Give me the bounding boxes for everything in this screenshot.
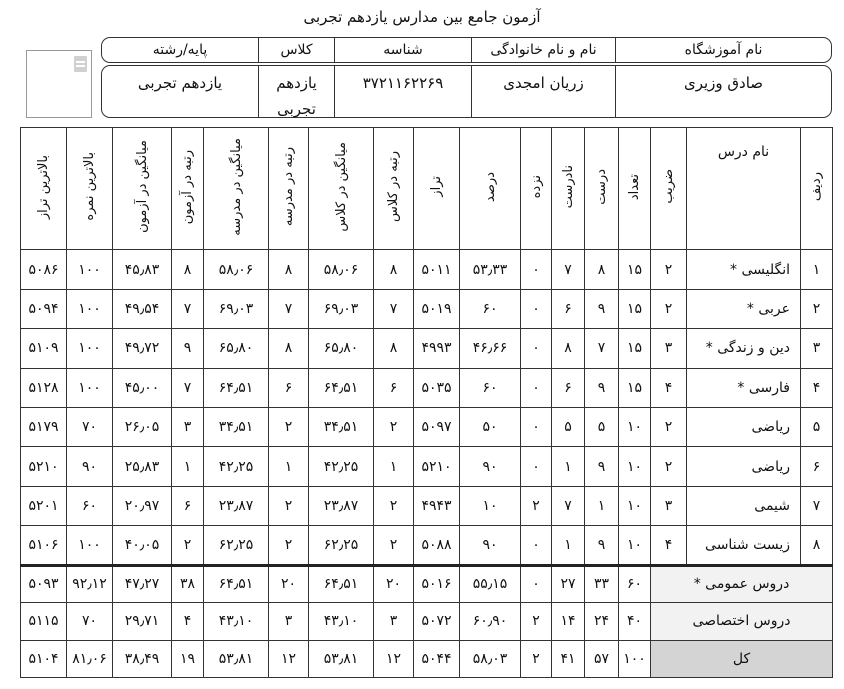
correct-count-cell: ۹ [585, 447, 619, 486]
percent-cell: ۹۰ [460, 526, 521, 565]
header-question-count [619, 128, 651, 250]
score-cell: ۵۰۷۲ [414, 603, 460, 640]
table-row [21, 408, 833, 447]
id-label: شناسه [383, 42, 423, 58]
header-label: رتبه در کلاس [386, 151, 401, 223]
exam-average-cell: ۲۶٫۰۵ [113, 408, 172, 447]
top-score-cell: ۵۱۰۶ [21, 526, 67, 565]
top-grade-cell: ۱۰۰ [67, 368, 113, 407]
row-number-cell: ۸ [801, 526, 833, 565]
school-rank-cell: ۲۰ [269, 565, 309, 602]
question-count-cell: ۱۵ [619, 329, 651, 368]
header-label: رتبه در آزمون [180, 149, 195, 224]
class-value: یازدهم تجربی [276, 74, 317, 118]
top-grade-cell: ۷۰ [67, 603, 113, 640]
top-score-cell: ۵۱۱۵ [21, 603, 67, 640]
school-average-cell: ۶۴٫۵۱ [204, 565, 269, 602]
exam-rank-cell: ۱۹ [172, 640, 204, 677]
header-school-average [204, 128, 269, 250]
row-number-cell: ۶ [801, 447, 833, 486]
header-class-rank [374, 128, 414, 250]
exam-average-cell: ۲۹٫۷۱ [113, 603, 172, 640]
school-average-cell: ۵۳٫۸۱ [204, 640, 269, 677]
info-header-cell [334, 38, 471, 62]
unanswered-count-cell: ۰ [521, 565, 552, 602]
school-label: نام آموزشگاه [684, 42, 763, 58]
coefficient-cell: ۲ [651, 408, 687, 447]
subject-cell: ریاضی [687, 447, 801, 486]
info-value-cell [258, 66, 334, 117]
class-rank-cell: ۲ [374, 526, 414, 565]
class-rank-cell: ۱۲ [374, 640, 414, 677]
class-rank-cell: ۱ [374, 447, 414, 486]
class-average-cell: ۶۵٫۸۰ [309, 329, 374, 368]
coefficient-cell: ۴ [651, 368, 687, 407]
table-row [21, 447, 833, 486]
unanswered-count-cell: ۰ [521, 289, 552, 328]
subject-cell: دین و زندگی * [687, 329, 801, 368]
question-count-cell: ۱۵ [619, 289, 651, 328]
school-average-cell: ۴۲٫۲۵ [204, 447, 269, 486]
correct-count-cell: ۹ [585, 289, 619, 328]
header-label: درست [594, 168, 609, 205]
incorrect-count-cell: ۱ [552, 447, 585, 486]
question-count-cell: ۱۰ [619, 408, 651, 447]
exam-rank-cell: ۶ [172, 486, 204, 525]
school-average-cell: ۲۳٫۸۷ [204, 486, 269, 525]
percent-cell: ۶۰ [460, 289, 521, 328]
correct-count-cell: ۸ [585, 250, 619, 289]
info-header-cell [102, 38, 258, 62]
school-average-cell: ۶۵٫۸۰ [204, 329, 269, 368]
school-rank-cell: ۳ [269, 603, 309, 640]
school-rank-cell: ۷ [269, 289, 309, 328]
class-label: کلاس [280, 42, 313, 58]
school-average-cell: ۴۳٫۱۰ [204, 603, 269, 640]
top-score-cell: ۵۰۹۳ [21, 565, 67, 602]
score-cell: ۵۰۱۱ [414, 250, 460, 289]
percent-cell: ۱۰ [460, 486, 521, 525]
school-rank-cell: ۲ [269, 526, 309, 565]
school-average-cell: ۳۴٫۵۱ [204, 408, 269, 447]
name-label: نام و نام خانوادگی [490, 42, 597, 58]
exam-average-cell: ۴۰٫۰۵ [113, 526, 172, 565]
incorrect-count-cell: ۲۷ [552, 565, 585, 602]
table-row [21, 250, 833, 289]
table-row [21, 486, 833, 525]
top-score-cell: ۵۱۷۹ [21, 408, 67, 447]
exam-rank-cell: ۲ [172, 526, 204, 565]
score-cell: ۵۰۸۸ [414, 526, 460, 565]
summary-row [21, 565, 833, 602]
incorrect-count-cell: ۴۱ [552, 640, 585, 677]
percent-cell: ۵۳٫۳۳ [460, 250, 521, 289]
header-label: بالاترین نمره [82, 152, 97, 221]
header-label: تراز [429, 176, 444, 197]
subject-cell: ریاضی [687, 408, 801, 447]
info-value-cell [471, 66, 615, 117]
header-school-rank [269, 128, 309, 250]
coefficient-cell: ۲ [651, 289, 687, 328]
percent-cell: ۵۰ [460, 408, 521, 447]
subject-cell: فارسی * [687, 368, 801, 407]
class-average-cell: ۶۴٫۵۱ [309, 565, 374, 602]
header-label: درصد [482, 171, 498, 202]
correct-count-cell: ۷ [585, 329, 619, 368]
exam-rank-cell: ۷ [172, 368, 204, 407]
row-number-cell: ۱ [801, 250, 833, 289]
class-rank-cell: ۲ [374, 486, 414, 525]
page-title: آزمون جامع بین مدارس یازدهم تجربی [303, 8, 541, 26]
subject-cell: انگلیسی * [687, 250, 801, 289]
top-score-cell: ۵۱۰۴ [21, 640, 67, 677]
score-cell: ۵۰۳۵ [414, 368, 460, 407]
score-cell: ۵۰۱۶ [414, 565, 460, 602]
school-rank-cell: ۱ [269, 447, 309, 486]
correct-count-cell: ۱ [585, 486, 619, 525]
score-cell: ۵۰۱۹ [414, 289, 460, 328]
class-rank-cell: ۸ [374, 329, 414, 368]
header-exam-average [113, 128, 172, 250]
unanswered-count-cell: ۰ [521, 447, 552, 486]
student-info-values [101, 65, 832, 118]
score-cell: ۴۹۴۳ [414, 486, 460, 525]
question-count-cell: ۱۵ [619, 368, 651, 407]
coefficient-cell: ۳ [651, 329, 687, 368]
unanswered-count-cell: ۲ [521, 640, 552, 677]
info-value-cell [334, 66, 471, 117]
header-percent [460, 128, 521, 250]
school-rank-cell: ۸ [269, 329, 309, 368]
exam-average-cell: ۴۵٫۸۳ [113, 250, 172, 289]
top-grade-cell: ۹۰ [67, 447, 113, 486]
top-grade-cell: ۸۱٫۰۶ [67, 640, 113, 677]
school-average-cell: ۶۹٫۰۳ [204, 289, 269, 328]
school-value: صادق وزیری [683, 74, 764, 92]
class-average-cell: ۶۲٫۲۵ [309, 526, 374, 565]
percent-cell: ۶۰ [460, 368, 521, 407]
header-coefficient [651, 128, 687, 250]
subject-cell: عربی * [687, 289, 801, 328]
header-label: میانگین در مدرسه [228, 137, 244, 236]
top-score-cell: ۵۲۰۱ [21, 486, 67, 525]
class-average-cell: ۵۳٫۸۱ [309, 640, 374, 677]
score-cell: ۵۰۹۷ [414, 408, 460, 447]
exam-average-cell: ۲۵٫۸۳ [113, 447, 172, 486]
info-value-cell [615, 66, 831, 117]
top-grade-cell: ۶۰ [67, 486, 113, 525]
school-average-cell: ۶۴٫۵۱ [204, 368, 269, 407]
class-average-cell: ۶۹٫۰۳ [309, 289, 374, 328]
header-label: نادرست [560, 165, 576, 209]
top-score-cell: ۵۲۱۰ [21, 447, 67, 486]
header-label: نام درس [717, 144, 770, 160]
name-value: زریان امجدی [503, 74, 584, 92]
header-exam-rank [172, 128, 204, 250]
header-class-average [309, 128, 374, 250]
coefficient-cell: ۲ [651, 447, 687, 486]
unanswered-count-cell: ۲ [521, 603, 552, 640]
unanswered-count-cell: ۰ [521, 526, 552, 565]
header-top-grade [67, 128, 113, 250]
exam-average-cell: ۲۰٫۹۷ [113, 486, 172, 525]
exam-rank-cell: ۴ [172, 603, 204, 640]
header-unanswered-count [521, 128, 552, 250]
percent-cell: ۹۰ [460, 447, 521, 486]
question-count-cell: ۱۰ [619, 486, 651, 525]
school-rank-cell: ۲ [269, 486, 309, 525]
subject-cell: شیمی [687, 486, 801, 525]
unanswered-count-cell: ۰ [521, 250, 552, 289]
image-file-icon [74, 56, 87, 72]
score-cell: ۴۹۹۳ [414, 329, 460, 368]
row-number-cell: ۷ [801, 486, 833, 525]
id-value: ۳۷۲۱۱۶۲۲۶۹ [362, 74, 444, 92]
table-row [21, 368, 833, 407]
table-row [21, 329, 833, 368]
info-value-cell [102, 66, 258, 117]
percent-cell: ۵۵٫۱۵ [460, 565, 521, 602]
row-number-cell: ۵ [801, 408, 833, 447]
top-grade-cell: ۱۰۰ [67, 329, 113, 368]
exam-rank-cell: ۳ [172, 408, 204, 447]
student-photo-placeholder [26, 50, 92, 118]
correct-count-cell: ۵ [585, 408, 619, 447]
unanswered-count-cell: ۲ [521, 486, 552, 525]
top-score-cell: ۵۱۲۸ [21, 368, 67, 407]
header-label: بالاترین تراز [36, 154, 51, 219]
school-rank-cell: ۶ [269, 368, 309, 407]
coefficient-cell: ۲ [651, 250, 687, 289]
class-average-cell: ۲۳٫۸۷ [309, 486, 374, 525]
exam-rank-cell: ۸ [172, 250, 204, 289]
header-incorrect-count [552, 128, 585, 250]
incorrect-count-cell: ۶ [552, 368, 585, 407]
percent-cell: ۵۸٫۰۳ [460, 640, 521, 677]
question-count-cell: ۱۰۰ [619, 640, 651, 677]
row-number-cell: ۴ [801, 368, 833, 407]
top-grade-cell: ۱۰۰ [67, 526, 113, 565]
summary-label: دروس عمومی * [651, 565, 833, 602]
class-rank-cell: ۲۰ [374, 565, 414, 602]
exam-average-cell: ۴۷٫۲۷ [113, 565, 172, 602]
class-rank-cell: ۷ [374, 289, 414, 328]
top-grade-cell: ۱۰۰ [67, 289, 113, 328]
row-number-cell: ۲ [801, 289, 833, 328]
header-label: رتبه در مدرسه [281, 147, 296, 227]
class-average-cell: ۴۳٫۱۰ [309, 603, 374, 640]
incorrect-count-cell: ۸ [552, 329, 585, 368]
class-rank-cell: ۳ [374, 603, 414, 640]
header-label: میانگین در کلاس [333, 141, 349, 232]
coefficient-cell: ۴ [651, 526, 687, 565]
incorrect-count-cell: ۱ [552, 526, 585, 565]
exam-average-cell: ۳۸٫۴۹ [113, 640, 172, 677]
student-info-header [101, 37, 832, 63]
exam-average-cell: ۴۹٫۷۲ [113, 329, 172, 368]
table-row [21, 526, 833, 565]
class-average-cell: ۶۴٫۵۱ [309, 368, 374, 407]
school-average-cell: ۶۲٫۲۵ [204, 526, 269, 565]
class-rank-cell: ۲ [374, 408, 414, 447]
top-score-cell: ۵۰۹۴ [21, 289, 67, 328]
question-count-cell: ۱۰ [619, 526, 651, 565]
top-grade-cell: ۹۲٫۱۲ [67, 565, 113, 602]
exam-rank-cell: ۷ [172, 289, 204, 328]
incorrect-count-cell: ۶ [552, 289, 585, 328]
top-grade-cell: ۱۰۰ [67, 250, 113, 289]
question-count-cell: ۴۰ [619, 603, 651, 640]
header-label: میانگین در آزمون [134, 140, 150, 234]
exam-average-cell: ۴۹٫۵۴ [113, 289, 172, 328]
school-rank-cell: ۱۲ [269, 640, 309, 677]
score-cell: ۵۰۴۴ [414, 640, 460, 677]
class-average-cell: ۵۸٫۰۶ [309, 250, 374, 289]
correct-count-cell: ۲۴ [585, 603, 619, 640]
top-score-cell: ۵۰۸۶ [21, 250, 67, 289]
subject-cell: زیست شناسی [687, 526, 801, 565]
summary-label: دروس اختصاصی [651, 603, 833, 640]
correct-count-cell: ۹ [585, 526, 619, 565]
exam-average-cell: ۴۵٫۰۰ [113, 368, 172, 407]
grade-value: یازدهم تجربی [137, 74, 223, 92]
exam-rank-cell: ۳۸ [172, 565, 204, 602]
percent-cell: ۶۰٫۹۰ [460, 603, 521, 640]
header-correct-count [585, 128, 619, 250]
incorrect-count-cell: ۷ [552, 250, 585, 289]
exam-rank-cell: ۹ [172, 329, 204, 368]
summary-row [21, 603, 833, 640]
question-count-cell: ۱۰ [619, 447, 651, 486]
percent-cell: ۴۶٫۶۶ [460, 329, 521, 368]
header-subject [687, 128, 801, 250]
coefficient-cell: ۳ [651, 486, 687, 525]
incorrect-count-cell: ۷ [552, 486, 585, 525]
incorrect-count-cell: ۵ [552, 408, 585, 447]
score-cell: ۵۲۱۰ [414, 447, 460, 486]
school-rank-cell: ۸ [269, 250, 309, 289]
question-count-cell: ۱۵ [619, 250, 651, 289]
header-label: ضریب [661, 169, 676, 204]
header-label: ردیف [809, 172, 824, 202]
header-label: نزده [528, 174, 544, 199]
header-score [414, 128, 460, 250]
header-label: تعداد [627, 173, 642, 200]
unanswered-count-cell: ۰ [521, 408, 552, 447]
row-number-cell: ۳ [801, 329, 833, 368]
info-header-cell [615, 38, 831, 62]
incorrect-count-cell: ۱۴ [552, 603, 585, 640]
correct-count-cell: ۳۳ [585, 565, 619, 602]
class-average-cell: ۴۲٫۲۵ [309, 447, 374, 486]
info-header-cell [258, 38, 334, 62]
header-row-number [801, 128, 833, 250]
unanswered-count-cell: ۰ [521, 329, 552, 368]
top-score-cell: ۵۱۰۹ [21, 329, 67, 368]
unanswered-count-cell: ۰ [521, 368, 552, 407]
correct-count-cell: ۹ [585, 368, 619, 407]
summary-label: کل [651, 640, 833, 677]
table-header-row [21, 128, 833, 250]
summary-row [21, 640, 833, 677]
grades-table [20, 127, 833, 678]
grade-label: پایه/رشته [152, 42, 208, 58]
exam-rank-cell: ۱ [172, 447, 204, 486]
class-rank-cell: ۶ [374, 368, 414, 407]
correct-count-cell: ۵۷ [585, 640, 619, 677]
question-count-cell: ۶۰ [619, 565, 651, 602]
class-rank-cell: ۸ [374, 250, 414, 289]
header-top-score [21, 128, 67, 250]
table-row [21, 289, 833, 328]
class-average-cell: ۳۴٫۵۱ [309, 408, 374, 447]
top-grade-cell: ۷۰ [67, 408, 113, 447]
school-average-cell: ۵۸٫۰۶ [204, 250, 269, 289]
info-header-cell [471, 38, 615, 62]
school-rank-cell: ۲ [269, 408, 309, 447]
